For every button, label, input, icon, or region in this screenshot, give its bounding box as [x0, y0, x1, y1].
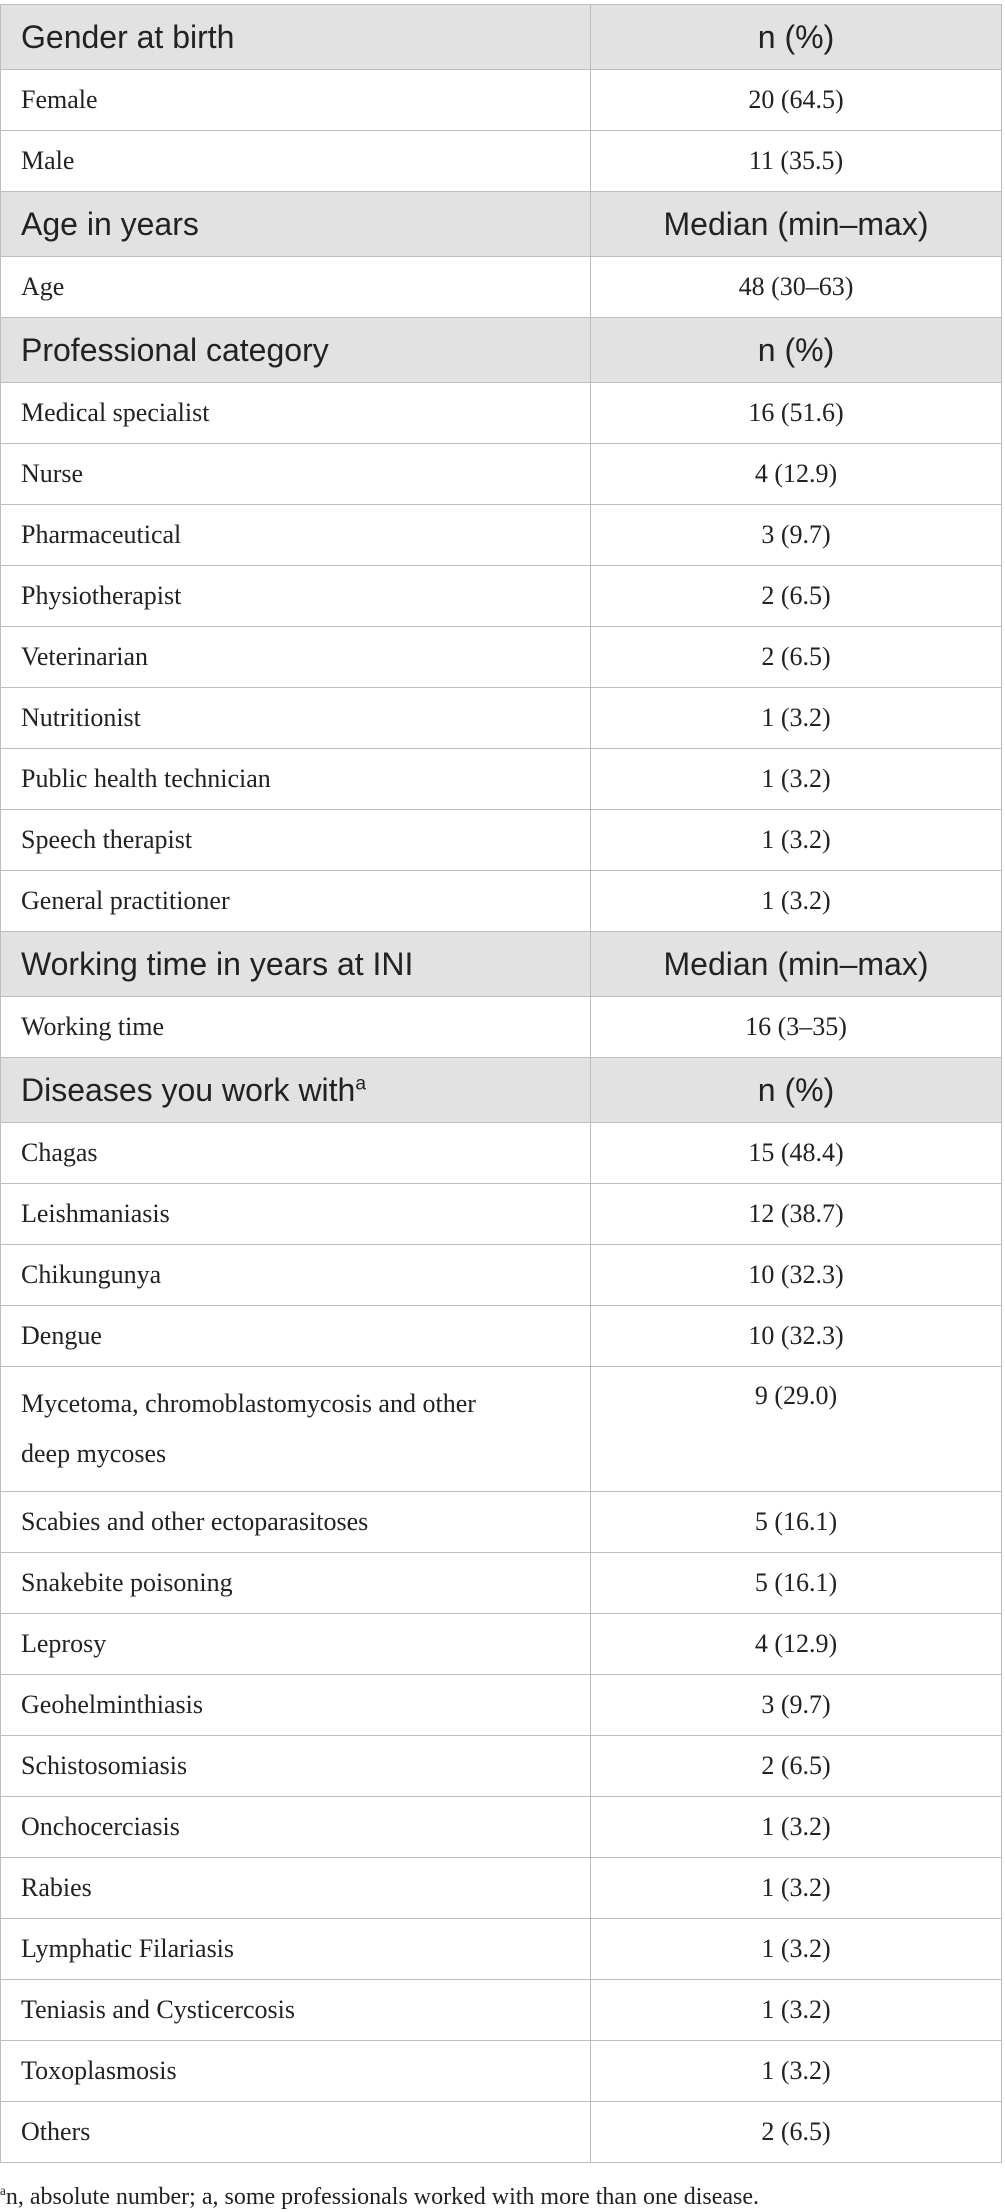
- row-value: 16 (51.6): [591, 383, 1002, 444]
- row-label: Lymphatic Filariasis: [1, 1919, 591, 1980]
- footnote-marker: a: [355, 1072, 367, 1094]
- table-row: [1, 1492, 1002, 1553]
- row-value: 1 (3.2): [591, 2041, 1002, 2102]
- section-title: Diseases you work with: [21, 1071, 356, 1108]
- row-value: 4 (12.9): [591, 1614, 1002, 1675]
- table-row: [1, 1123, 1002, 1184]
- table-row: [1, 1980, 1002, 2041]
- row-value: 1 (3.2): [591, 810, 1002, 871]
- table-row: [1, 1919, 1002, 1980]
- row-label: Nutritionist: [1, 688, 591, 749]
- row-value: 1 (3.2): [591, 1980, 1002, 2041]
- row-label: Medical specialist: [1, 383, 591, 444]
- row-label: Toxoplasmosis: [1, 2041, 591, 2102]
- row-value: 5 (16.1): [591, 1492, 1002, 1553]
- row-label: Others: [1, 2102, 591, 2163]
- row-label: Schistosomiasis: [1, 1736, 591, 1797]
- table-row: [1, 997, 1002, 1058]
- row-label-line: Mycetoma, chromoblastomycosis and other: [21, 1389, 476, 1418]
- table-row: [1, 1736, 1002, 1797]
- section-title: Age in years: [1, 192, 591, 257]
- row-value: 4 (12.9): [591, 444, 1002, 505]
- row-label: Dengue: [1, 1306, 591, 1367]
- row-value: 11 (35.5): [591, 131, 1002, 192]
- table-row: [1, 70, 1002, 131]
- row-label: General practitioner: [1, 871, 591, 932]
- row-label: Scabies and other ectoparasitoses: [1, 1492, 591, 1553]
- section-header-age: [1, 192, 1002, 257]
- row-value: 1 (3.2): [591, 871, 1002, 932]
- section-title: Working time in years at INI: [1, 932, 591, 997]
- table-row: [1, 2041, 1002, 2102]
- table-row: [1, 871, 1002, 932]
- table-row: [1, 1858, 1002, 1919]
- row-value: 2 (6.5): [591, 1736, 1002, 1797]
- row-label: Rabies: [1, 1858, 591, 1919]
- row-label: Public health technician: [1, 749, 591, 810]
- footnote-marker: a: [0, 2183, 6, 2198]
- table-row: [1, 810, 1002, 871]
- section-stat-label: n (%): [591, 1058, 1002, 1123]
- table-row: [1, 1184, 1002, 1245]
- row-label: Working time: [1, 997, 591, 1058]
- section-header-gender: [1, 5, 1002, 70]
- row-label: [1, 1367, 591, 1492]
- table-row: [1, 383, 1002, 444]
- section-stat-label: n (%): [591, 318, 1002, 383]
- section-title: Professional category: [1, 318, 591, 383]
- table-row: [1, 2102, 1002, 2163]
- characteristics-table-container: [0, 4, 1001, 2163]
- footnote-text: n, absolute number; a, some professionals worked with more than one disease.: [5, 2184, 760, 2210]
- table-row: [1, 1306, 1002, 1367]
- table-footnote: [0, 2184, 1000, 2211]
- row-value: 2 (6.5): [591, 566, 1002, 627]
- section-stat-label: n (%): [591, 5, 1002, 70]
- table-row: [1, 749, 1002, 810]
- table-row: [1, 505, 1002, 566]
- row-label: Speech therapist: [1, 810, 591, 871]
- row-label: Leishmaniasis: [1, 1184, 591, 1245]
- row-value: 1 (3.2): [591, 1919, 1002, 1980]
- table-row: [1, 1614, 1002, 1675]
- row-label: Chikungunya: [1, 1245, 591, 1306]
- row-label: Female: [1, 70, 591, 131]
- row-value: 1 (3.2): [591, 1797, 1002, 1858]
- row-label: Veterinarian: [1, 627, 591, 688]
- section-header-professional-category: [1, 318, 1002, 383]
- row-value: 3 (9.7): [591, 1675, 1002, 1736]
- row-label: Chagas: [1, 1123, 591, 1184]
- row-value: 16 (3–35): [591, 997, 1002, 1058]
- row-label: Onchocerciasis: [1, 1797, 591, 1858]
- row-value: 12 (38.7): [591, 1184, 1002, 1245]
- table-row: [1, 1367, 1002, 1492]
- row-label: Pharmaceutical: [1, 505, 591, 566]
- section-header-working-time: [1, 932, 1002, 997]
- row-value: 5 (16.1): [591, 1553, 1002, 1614]
- row-label: Male: [1, 131, 591, 192]
- row-label: Leprosy: [1, 1614, 591, 1675]
- table-row: [1, 131, 1002, 192]
- row-value: 1 (3.2): [591, 688, 1002, 749]
- table-row: [1, 444, 1002, 505]
- table-row: [1, 566, 1002, 627]
- table-row: [1, 627, 1002, 688]
- row-value: 10 (32.3): [591, 1245, 1002, 1306]
- row-value: 2 (6.5): [591, 627, 1002, 688]
- table-row: [1, 257, 1002, 318]
- row-value: 48 (30–63): [591, 257, 1002, 318]
- table-row: [1, 688, 1002, 749]
- row-label: Teniasis and Cysticercosis: [1, 1980, 591, 2041]
- row-value: 20 (64.5): [591, 70, 1002, 131]
- row-value: 10 (32.3): [591, 1306, 1002, 1367]
- row-label: Age: [1, 257, 591, 318]
- row-label: Nurse: [1, 444, 591, 505]
- row-value: 1 (3.2): [591, 749, 1002, 810]
- table-row: [1, 1245, 1002, 1306]
- row-value: 3 (9.7): [591, 505, 1002, 566]
- characteristics-table: [0, 4, 1002, 2163]
- row-value: 15 (48.4): [591, 1123, 1002, 1184]
- row-label-line: deep mycoses: [21, 1439, 167, 1468]
- section-stat-label: Median (min–max): [591, 192, 1002, 257]
- table-row: [1, 1797, 1002, 1858]
- row-value: 1 (3.2): [591, 1858, 1002, 1919]
- section-stat-label: Median (min–max): [591, 932, 1002, 997]
- row-value: 2 (6.5): [591, 2102, 1002, 2163]
- table-row: [1, 1675, 1002, 1736]
- row-label: Snakebite poisoning: [1, 1553, 591, 1614]
- section-header-diseases: [1, 1058, 1002, 1123]
- row-label: Geohelminthiasis: [1, 1675, 591, 1736]
- row-value: 9 (29.0): [591, 1367, 1002, 1492]
- section-title-cell: [1, 1058, 591, 1123]
- section-title: Gender at birth: [1, 5, 591, 70]
- row-label: Physiotherapist: [1, 566, 591, 627]
- table-row: [1, 1553, 1002, 1614]
